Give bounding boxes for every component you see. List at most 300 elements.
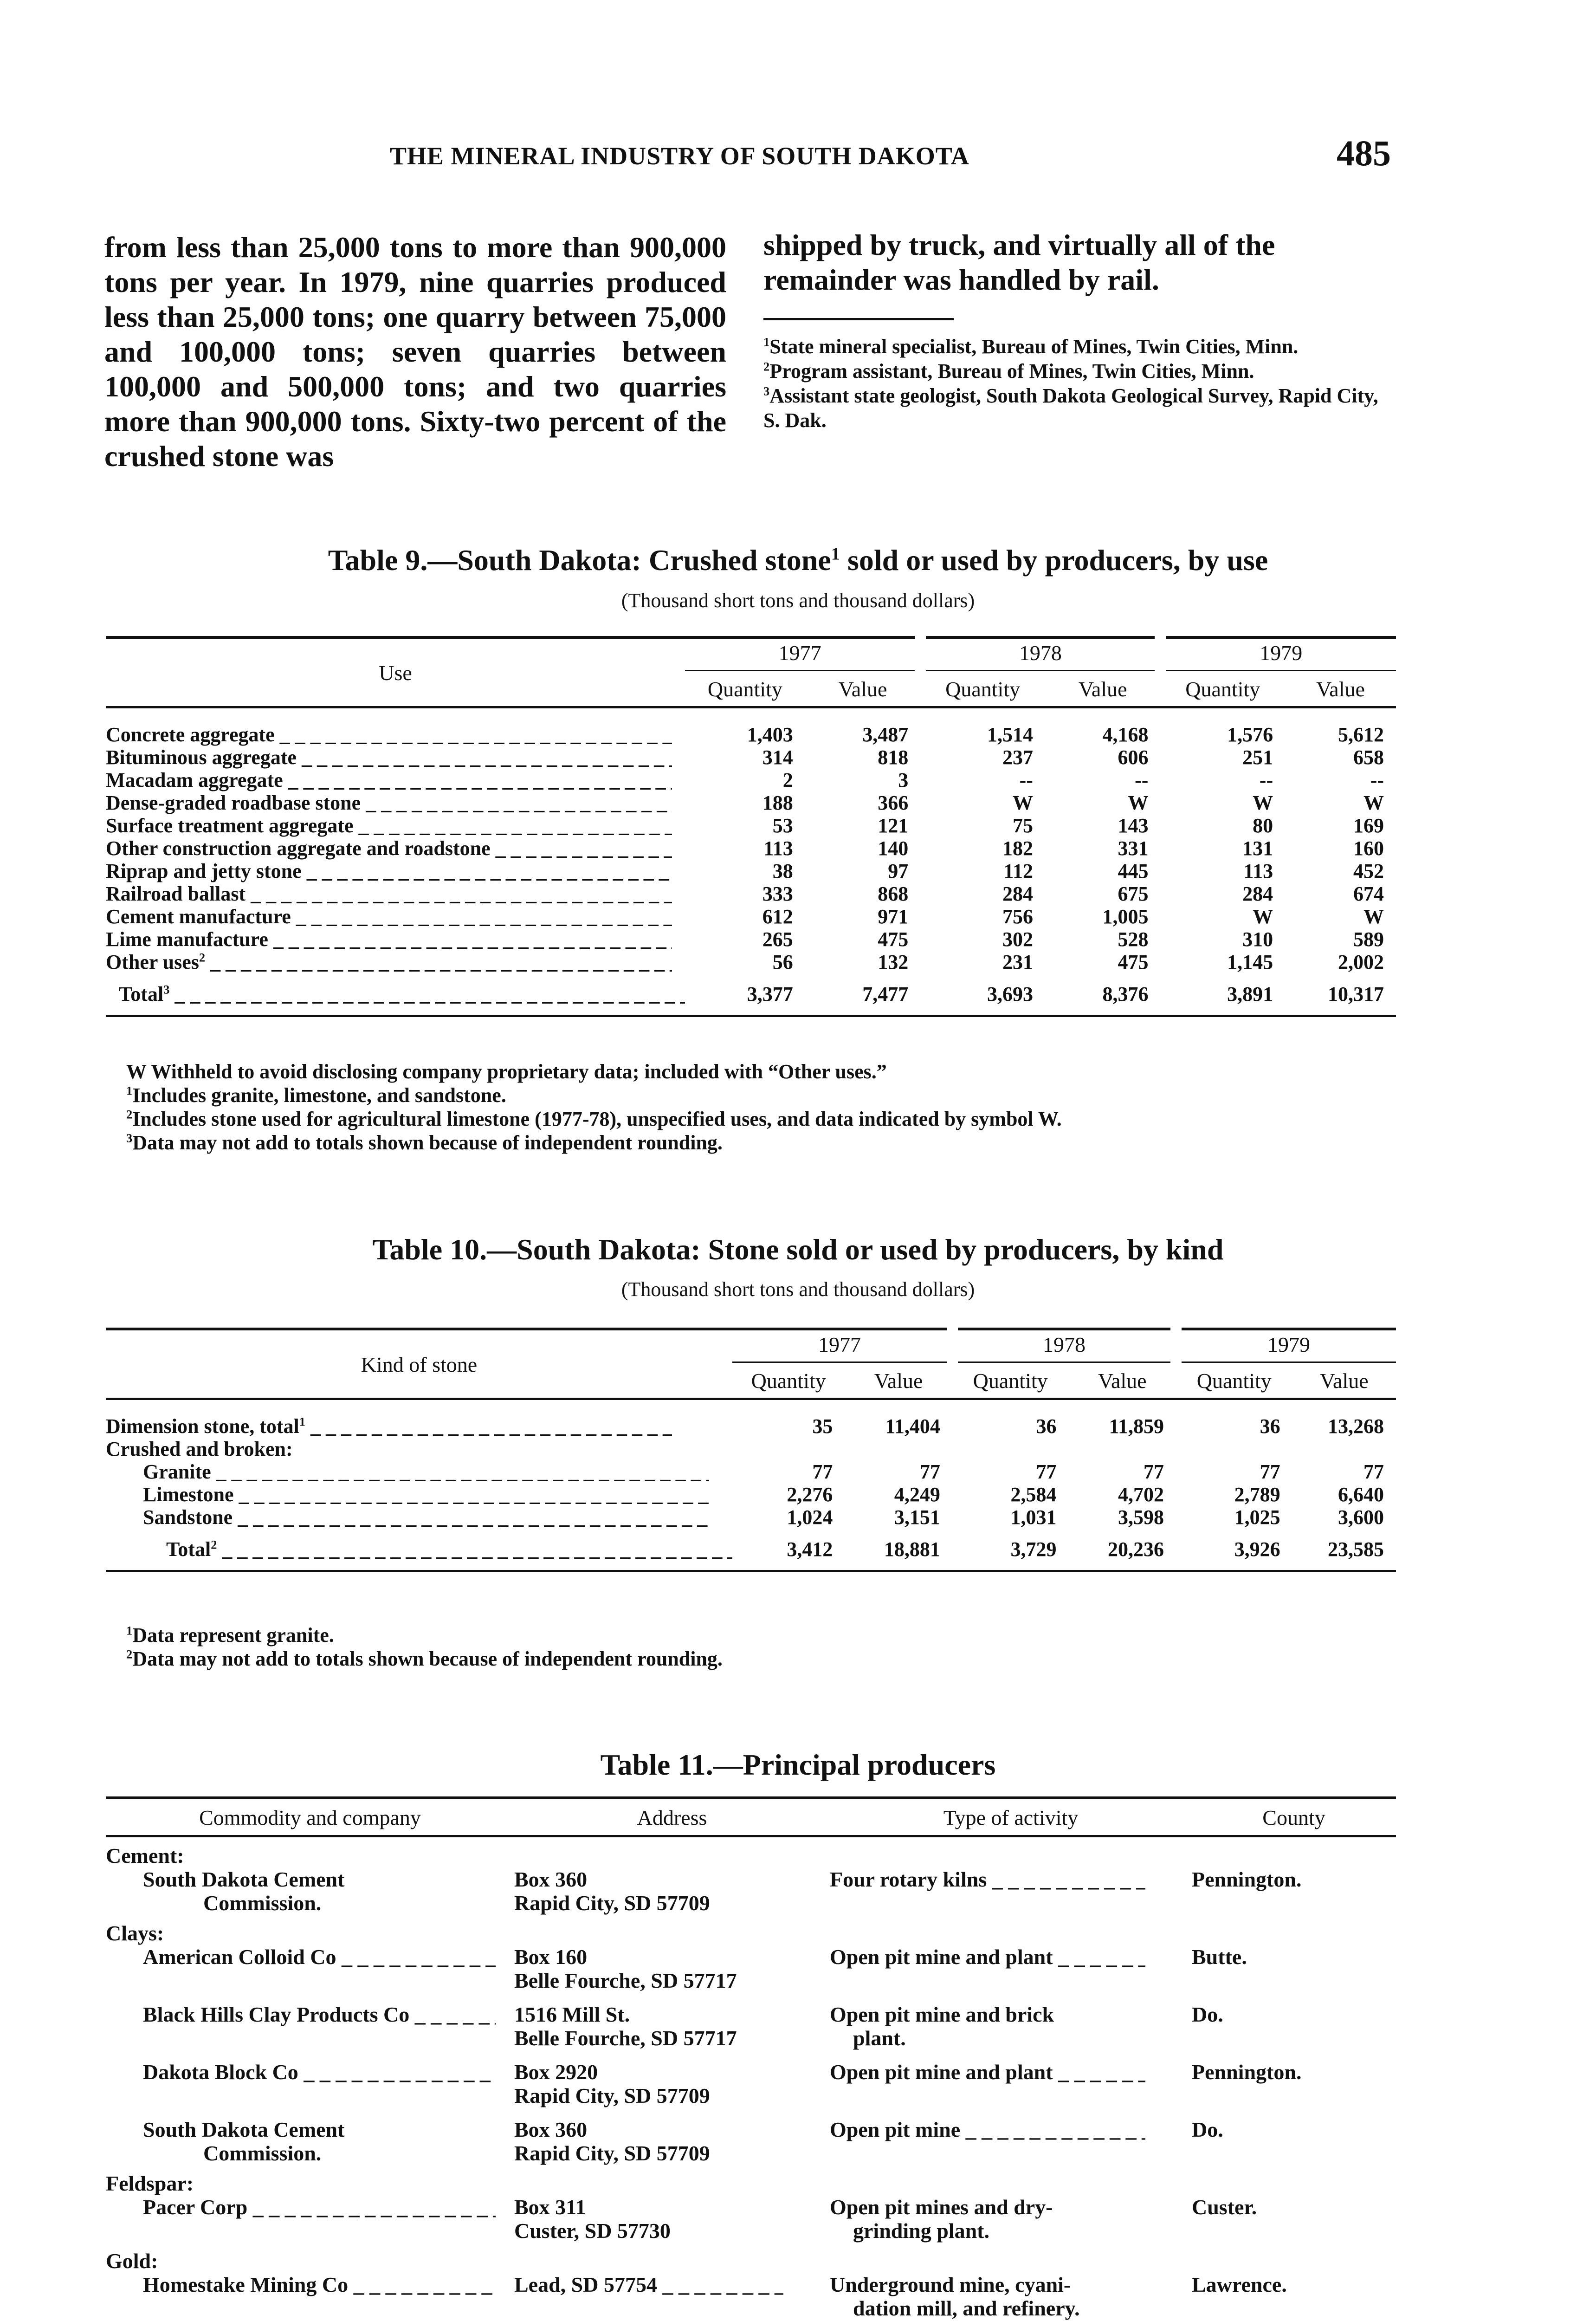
table9-cell: 475 xyxy=(878,928,909,951)
table10-cell: 77 xyxy=(1144,1460,1164,1483)
table9-cell: 75 xyxy=(1012,814,1033,837)
table9-col-value: Value xyxy=(805,671,920,707)
table10-row-label-wrap xyxy=(106,1460,709,1483)
footnote-rule xyxy=(763,318,954,320)
table11-address-line: Box 160 xyxy=(514,1945,588,1969)
table9-row-label-text: Other construction aggregate and roadstone xyxy=(106,837,491,860)
table9-cell: 589 xyxy=(1353,928,1384,951)
table11-address xyxy=(514,1992,830,2050)
table10-total-cell: 23,585 xyxy=(1292,1529,1396,1571)
table9-cell: 658 xyxy=(1353,746,1384,769)
table9-row-label-wrap xyxy=(106,951,672,973)
table9-row-label xyxy=(106,791,685,814)
table9-total-cell: 7,477 xyxy=(805,973,920,1016)
table9-cell: -- xyxy=(1135,769,1149,791)
table11-company-line: Homestake Mining Co _ _ _ xyxy=(143,2273,496,2296)
table9-cell: W xyxy=(1363,791,1384,814)
table9-cell: 231 xyxy=(1002,951,1033,973)
table9-total-cell: 3,693 xyxy=(920,973,1045,1016)
table9-note-text: Includes stone used for agricultural limestone (1977-78), unspecified uses, and data indicated by symbol W. xyxy=(132,1108,1062,1130)
table10-row-label-text: Limestone xyxy=(143,1483,234,1506)
table9-cell: 112 xyxy=(1003,860,1033,882)
table10-cell: 77 xyxy=(1260,1460,1280,1483)
table9-total-cell: 3,377 xyxy=(685,973,805,1016)
table9-col-quantity: Quantity xyxy=(685,671,805,707)
table10-spacer xyxy=(106,1399,1396,1415)
table10-cell: 2,584 xyxy=(1010,1483,1057,1506)
table9-row xyxy=(106,860,1396,882)
table9-cell: 333 xyxy=(762,882,793,905)
table9-cell: 169 xyxy=(1353,814,1384,837)
table11-col-company: Commodity and company xyxy=(106,1798,514,1836)
table10-dimension-cell: 36 xyxy=(1036,1415,1057,1438)
table9-row-label-text: Other uses xyxy=(106,951,199,973)
table10-title: Table 10.—South Dakota: Stone sold or used by producers, by kind xyxy=(372,1233,1224,1266)
table11-county: Do. xyxy=(1192,2003,1223,2026)
table11-address xyxy=(514,1945,830,1992)
table10-row-label-wrap xyxy=(106,1483,709,1506)
table9-row-label-wrap xyxy=(106,814,672,837)
table9-row-label-text: Concrete aggregate xyxy=(106,723,275,746)
table10-cell: 77 xyxy=(1036,1460,1057,1483)
table11-activity-line: Four rotary kilns _ _ _ xyxy=(830,1867,1145,1891)
table9-cell: 284 xyxy=(1242,882,1273,905)
table9-row-footnote-mark: 2 xyxy=(199,951,206,965)
table9-note-text: Includes granite, limestone, and sandstone. xyxy=(132,1084,506,1107)
table10-total-row-label xyxy=(106,1529,732,1571)
table9-notes xyxy=(126,1060,1062,1154)
table9-cell: 113 xyxy=(1243,860,1273,882)
table11-company xyxy=(106,1992,514,2050)
table11-company-line: South Dakota Cement xyxy=(143,2118,345,2141)
table11-address-line: Box 360 xyxy=(514,1867,588,1891)
table10-dimension-row-footnote-mark: 1 xyxy=(299,1415,305,1429)
table11-activity-line: Underground mine, cyani- xyxy=(830,2273,1071,2296)
table9-row-label xyxy=(106,837,685,860)
table9-body xyxy=(106,707,1396,1016)
table9-col-value: Value xyxy=(1045,671,1160,707)
table10-row-label-text: Sandstone xyxy=(143,1506,233,1529)
table9-cell: 452 xyxy=(1353,860,1384,882)
table9-cell: 132 xyxy=(878,951,909,973)
table9-cell: 606 xyxy=(1118,746,1149,769)
table11-company-line: South Dakota Cement xyxy=(143,1867,345,1891)
table9-year-1979: 1979 xyxy=(1160,637,1396,671)
table9-cell: 475 xyxy=(1118,951,1149,973)
table11-entry-row xyxy=(106,1945,1396,1992)
table10-cell: 1,025 xyxy=(1234,1506,1280,1529)
footnote-1 xyxy=(763,334,1399,359)
table11-commodity: Cement: xyxy=(106,1844,184,1867)
table10-cell: 77 xyxy=(1363,1460,1384,1483)
table9-row xyxy=(106,905,1396,928)
table9-cell: 868 xyxy=(878,882,909,905)
table9-subtitle: (Thousand short tons and thousand dollars) xyxy=(621,589,975,612)
table10-dimension-row-label xyxy=(106,1415,732,1438)
table9-row xyxy=(106,746,1396,769)
table10-subtitle: (Thousand short tons and thousand dollars) xyxy=(621,1278,975,1301)
table11-address-line: Rapid City, SD 57709 xyxy=(514,1891,710,1915)
table10-dimension-row-label-wrap xyxy=(106,1415,672,1438)
table10-note-mark: 2 xyxy=(126,1647,133,1661)
table9-cell: 160 xyxy=(1353,837,1384,860)
table11-company xyxy=(106,2050,514,2107)
table10-stub-header: Kind of stone xyxy=(106,1329,732,1399)
table9-cell: 265 xyxy=(762,928,793,951)
table9-row-label-text: Cement manufacture xyxy=(106,905,291,928)
table9-row-label-text: Railroad ballast xyxy=(106,882,246,905)
table9-row-label-text: Macadam aggregate xyxy=(106,769,283,791)
table10 xyxy=(106,1328,1396,1572)
table10-col-quantity: Quantity xyxy=(732,1362,845,1399)
table9-title-footnote-mark: 1 xyxy=(831,544,840,564)
table9-note-text: Data may not add to totals shown because of independent rounding. xyxy=(132,1131,723,1154)
table11-county: Do. xyxy=(1192,2118,1223,2141)
table11-company-line: Commission. xyxy=(203,1891,322,1915)
table11-company xyxy=(106,2107,514,2165)
table11-commodity: Clays: xyxy=(106,1921,164,1945)
table9-row-label-wrap xyxy=(106,860,672,882)
table9-cell: -- xyxy=(1019,769,1033,791)
table9-col-quantity: Quantity xyxy=(920,671,1045,707)
table10-year-1977: 1977 xyxy=(732,1329,952,1362)
table9-total-row-footnote-mark: 3 xyxy=(163,983,170,997)
table9-cell: 756 xyxy=(1002,905,1033,928)
table10-note-text: Data may not add to totals shown because of independent rounding. xyxy=(132,1647,723,1670)
table11-col-county: County xyxy=(1192,1798,1396,1836)
table9-cell: -- xyxy=(1259,769,1273,791)
table9-row xyxy=(106,814,1396,837)
table11-company-line: Commission. xyxy=(203,2141,322,2165)
table9-total-row-label-text: Total xyxy=(119,983,164,1005)
table11-col-activity: Type of activity xyxy=(830,1798,1192,1836)
table9-title xyxy=(0,543,1596,577)
table9-cell: 302 xyxy=(1002,928,1033,951)
table9-row-label-wrap xyxy=(106,723,672,746)
table10-dimension-row-label-text: Dimension stone, total xyxy=(106,1415,299,1438)
table11-title: Table 11.—Principal producers xyxy=(600,1748,996,1781)
table9-cell: 182 xyxy=(1002,837,1033,860)
table11-address-line: Rapid City, SD 57709 xyxy=(514,2084,710,2107)
table9-row-label-wrap xyxy=(106,882,672,905)
table9-note-text: W Withheld to avoid disclosing company proprietary data; included with “Other uses.” xyxy=(126,1060,887,1083)
table11-activity xyxy=(830,2107,1192,2165)
table10-dimension-cell: 13,268 xyxy=(1328,1415,1384,1438)
table10-cell: 4,249 xyxy=(894,1483,940,1506)
table11-activity xyxy=(830,2050,1192,2107)
table9-spacer xyxy=(106,707,1396,724)
table9-cell: W xyxy=(1253,905,1273,928)
table11-county: Butte. xyxy=(1192,1945,1247,1969)
table11-entry-row xyxy=(106,2107,1396,2165)
table10-body xyxy=(106,1399,1396,1571)
table11-company xyxy=(106,1945,514,1992)
table9-cell: W xyxy=(1253,791,1273,814)
table10-spacer-cell xyxy=(106,1399,1396,1415)
table9-row-label xyxy=(106,928,685,951)
table10-cell: 3,598 xyxy=(1118,1506,1164,1529)
table10-row-label-wrap xyxy=(106,1506,709,1529)
table11-commodity-row xyxy=(106,1915,1396,1945)
table11-activity-line: Open pit mine and plant _ _ _ xyxy=(830,2060,1145,2084)
table11-address-line: Box 2920 xyxy=(514,2060,598,2084)
table10-total-cell: 3,729 xyxy=(952,1529,1069,1571)
table10-note xyxy=(126,1647,723,1671)
table10-cell: 3,151 xyxy=(894,1506,940,1529)
table9-cell: 97 xyxy=(888,860,909,882)
table9-cell: 140 xyxy=(878,837,909,860)
footnote-2 xyxy=(763,359,1399,383)
table10-year-1979: 1979 xyxy=(1176,1329,1396,1362)
table9-row-label-text: Lime manufacture xyxy=(106,928,268,951)
body-text-right: shipped by truck, and virtually all of the remainder was handled by rail. xyxy=(763,228,1275,296)
table11-county: Lawrence. xyxy=(1192,2273,1287,2296)
table9-cell: 1,576 xyxy=(1227,723,1273,746)
table9-row xyxy=(106,769,1396,791)
table9-cell: 143 xyxy=(1118,814,1149,837)
table10-cell: 2,276 xyxy=(787,1483,833,1506)
table11-col-address: Address xyxy=(514,1798,830,1836)
table9-note-mark: 2 xyxy=(126,1107,133,1122)
table10-col-quantity: Quantity xyxy=(1176,1362,1292,1399)
table9-row-label-wrap xyxy=(106,837,672,860)
table10-cell: 2,789 xyxy=(1234,1483,1280,1506)
table11 xyxy=(106,1796,1396,2320)
table11-activity-line: Open pit mine and plant _ _ _ xyxy=(830,1945,1145,1969)
table11-company-line: Black Hills Clay Products Co _ _ _ xyxy=(143,2003,496,2026)
table9-row-label-text: Riprap and jetty stone xyxy=(106,860,302,882)
table11-address-line: Belle Fourche, SD 57717 xyxy=(514,1969,737,1992)
table11-address-line: Lead, SD 57754 _ _ _ xyxy=(514,2273,783,2296)
table9-cell: 445 xyxy=(1118,860,1149,882)
table9-col-quantity: Quantity xyxy=(1160,671,1285,707)
table11-commodity: Gold: xyxy=(106,2249,158,2273)
table11-activity xyxy=(830,1867,1192,1915)
table11-company xyxy=(106,1867,514,1915)
table10-dimension-row xyxy=(106,1415,1396,1438)
body-text-right-column xyxy=(763,227,1399,433)
table11-commodity-row xyxy=(106,2243,1396,2273)
table9-cell: 56 xyxy=(772,951,793,973)
table11-activity xyxy=(830,2195,1192,2243)
table10-cell: 77 xyxy=(919,1460,940,1483)
table9-total-row-label-wrap xyxy=(106,983,685,1005)
table9-cell: 284 xyxy=(1002,882,1033,905)
table10-crushed-heading: Crushed and broken: xyxy=(106,1438,293,1460)
table9-row-label xyxy=(106,746,685,769)
table10-col-value: Value xyxy=(1292,1362,1396,1399)
table9-cell: 80 xyxy=(1253,814,1273,837)
running-title: THE MINERAL INDUSTRY OF SOUTH DAKOTA xyxy=(390,142,969,170)
table11-county: Pennington. xyxy=(1192,2060,1302,2084)
table9-col-value: Value xyxy=(1285,671,1396,707)
table9-cell: 3,487 xyxy=(862,723,909,746)
table9-year-1977: 1977 xyxy=(685,637,920,671)
table10-dimension-cell: 11,859 xyxy=(1109,1415,1164,1438)
table10-cell: 1,024 xyxy=(787,1506,833,1529)
table10-row-label xyxy=(106,1460,732,1483)
table11-address xyxy=(514,2273,830,2320)
table9-cell: 121 xyxy=(878,814,909,837)
table10-row xyxy=(106,1483,1396,1506)
table9-cell: W xyxy=(1363,905,1384,928)
body-text-left-column: from less than 25,000 tons to more than 900,000 tons per year. In 1979, nine quarries produced less than 25,000 tons; one quarry between 75,000 and 100,000 tons; seven quarries between 100,000 and 500,000 tons; and two quarries more than 900,000 tons. Sixty-two percent of the crushed stone was xyxy=(104,231,726,473)
table9-note xyxy=(126,1083,1062,1107)
table9-title-text: Table 9.—South Dakota: Crushed stone xyxy=(328,544,831,577)
table10-note xyxy=(126,1623,723,1647)
table10-row xyxy=(106,1460,1396,1483)
table10-row-label-text: Granite xyxy=(143,1460,211,1483)
table10-dimension-cell: 35 xyxy=(812,1415,833,1438)
table9-note-mark: 1 xyxy=(126,1083,133,1098)
table11-activity-line: dation mill, and refinery. xyxy=(853,2296,1080,2320)
table11-address xyxy=(514,2195,830,2243)
table11-company-line: Pacer Corp _ _ _ xyxy=(143,2195,496,2219)
table9-row-label-wrap xyxy=(106,769,672,791)
table9-cell: 113 xyxy=(763,837,793,860)
table11-address-line: 1516 Mill St. xyxy=(514,2003,630,2026)
table10-row xyxy=(106,1506,1396,1529)
table11-entry-row xyxy=(106,2050,1396,2107)
table9-total-cell: 3,891 xyxy=(1160,973,1285,1016)
table9-row-label xyxy=(106,814,685,837)
table11-activity-line: Open pit mines and dry- xyxy=(830,2195,1053,2219)
table9-cell: 38 xyxy=(772,860,793,882)
table10-note-text: Data represent granite. xyxy=(132,1624,334,1647)
table10-total-row-label-wrap xyxy=(106,1538,732,1561)
table11-address-line: Box 360 xyxy=(514,2118,588,2141)
table11-activity-line: grinding plant. xyxy=(853,2219,989,2243)
table9-row-label xyxy=(106,882,685,905)
table10-total-row xyxy=(106,1529,1396,1571)
table9-stub-header: Use xyxy=(106,637,685,707)
table11-commodity-row xyxy=(106,1836,1396,1868)
table9-cell: 1,145 xyxy=(1227,951,1273,973)
footnote-mark: 1 xyxy=(763,335,770,349)
table11-county: Custer. xyxy=(1192,2195,1257,2219)
table11-activity-line: plant. xyxy=(853,2026,906,2050)
table9-cell: 310 xyxy=(1242,928,1273,951)
table9-row-label-text: Surface treatment aggregate xyxy=(106,814,354,837)
table9-row-label xyxy=(106,723,685,746)
table10-col-value: Value xyxy=(1068,1362,1176,1399)
table10-notes xyxy=(126,1623,723,1671)
table11-commodity: Feldspar: xyxy=(106,2172,194,2195)
table9-row-label-wrap xyxy=(106,791,672,814)
table9-cell: 1,403 xyxy=(747,723,793,746)
table9-total-row-label xyxy=(106,973,685,1016)
table9-note xyxy=(126,1107,1062,1131)
table10-cell: 6,640 xyxy=(1338,1483,1384,1506)
table10-col-value: Value xyxy=(845,1362,952,1399)
table10-total-cell: 3,412 xyxy=(732,1529,845,1571)
table9-spacer-cell xyxy=(106,707,1396,724)
table10-cell: 3,600 xyxy=(1338,1506,1384,1529)
table11-activity xyxy=(830,2273,1192,2320)
table9-row-label-wrap xyxy=(106,928,672,951)
table10-total-row-footnote-mark: 2 xyxy=(211,1538,217,1552)
table10-col-quantity: Quantity xyxy=(952,1362,1069,1399)
table9-cell: 1,514 xyxy=(987,723,1033,746)
table9-row xyxy=(106,882,1396,905)
table9 xyxy=(106,636,1396,1017)
table10-dimension-cell: 11,404 xyxy=(885,1415,940,1438)
table10-row-label xyxy=(106,1483,732,1506)
table10-note-mark: 1 xyxy=(126,1623,133,1638)
footnote-mark: 3 xyxy=(763,384,770,398)
table9-cell: 251 xyxy=(1242,746,1273,769)
table9-cell: 612 xyxy=(762,905,793,928)
table9-cell: 237 xyxy=(1002,746,1033,769)
table11-address xyxy=(514,1867,830,1915)
table9-title-text-end: sold or used by producers, by use xyxy=(840,544,1268,577)
table9-cell: 528 xyxy=(1118,928,1149,951)
table9-row xyxy=(106,837,1396,860)
table9-row xyxy=(106,928,1396,951)
table11-company xyxy=(106,2195,514,2243)
table11-company xyxy=(106,2273,514,2320)
table9-total-cell: 10,317 xyxy=(1285,973,1396,1016)
table11-activity xyxy=(830,1992,1192,2050)
table11-address-line: Box 311 xyxy=(514,2195,586,2219)
table9-cell: 131 xyxy=(1242,837,1273,860)
table9-cell: 1,005 xyxy=(1102,905,1149,928)
table9-cell: 4,168 xyxy=(1102,723,1149,746)
table9-row-label xyxy=(106,769,685,791)
table9-row xyxy=(106,723,1396,746)
table9-total-cell: 8,376 xyxy=(1045,973,1160,1016)
table11-address-line: Belle Fourche, SD 57717 xyxy=(514,2026,737,2050)
footnote-text: Assistant state geologist, South Dakota Geological Survey, Rapid City, S. Dak. xyxy=(763,384,1378,432)
table10-cell: 1,031 xyxy=(1010,1506,1057,1529)
table9-row xyxy=(106,791,1396,814)
table9-total-row xyxy=(106,973,1396,1016)
table11-company-line: Dakota Block Co _ _ _ xyxy=(143,2060,496,2084)
table9-row-label xyxy=(106,860,685,882)
table9-cell: 2 xyxy=(782,769,793,791)
table9-cell: 675 xyxy=(1118,882,1149,905)
table11-address xyxy=(514,2050,830,2107)
table11-activity xyxy=(830,1945,1192,1992)
table11-commodity-row xyxy=(106,2165,1396,2195)
table9-cell: 2,002 xyxy=(1338,951,1384,973)
table9-cell: 3 xyxy=(898,769,909,791)
table9-cell: 971 xyxy=(878,905,909,928)
table11-address-line: Rapid City, SD 57709 xyxy=(514,2141,710,2165)
table9-row-label-text: Bituminous aggregate xyxy=(106,746,297,769)
footnote-text: Program assistant, Bureau of Mines, Twin Cities, Minn. xyxy=(769,360,1254,383)
table10-total-cell: 20,236 xyxy=(1068,1529,1176,1571)
table9-row xyxy=(106,951,1396,973)
table9-row-label-wrap xyxy=(106,905,672,928)
table9-row-label xyxy=(106,905,685,928)
table9-row-label xyxy=(106,951,685,973)
table9-cell: 674 xyxy=(1353,882,1384,905)
table11-entry-row xyxy=(106,2273,1396,2320)
table9-row-label-text: Dense-graded roadbase stone xyxy=(106,791,361,814)
table9-cell: 366 xyxy=(878,791,909,814)
table9-cell: W xyxy=(1012,791,1033,814)
table9-row-label-wrap xyxy=(106,746,672,769)
table11-entry-row xyxy=(106,1867,1396,1915)
table9-cell: 331 xyxy=(1118,837,1149,860)
table9-cell: 314 xyxy=(762,746,793,769)
table10-year-1978: 1978 xyxy=(952,1329,1176,1362)
table9-note-mark: 3 xyxy=(126,1131,133,1145)
table11-company-line: American Colloid Co _ _ _ xyxy=(143,1945,496,1969)
table9-year-1978: 1978 xyxy=(920,637,1160,671)
table10-dimension-cell: 36 xyxy=(1260,1415,1280,1438)
